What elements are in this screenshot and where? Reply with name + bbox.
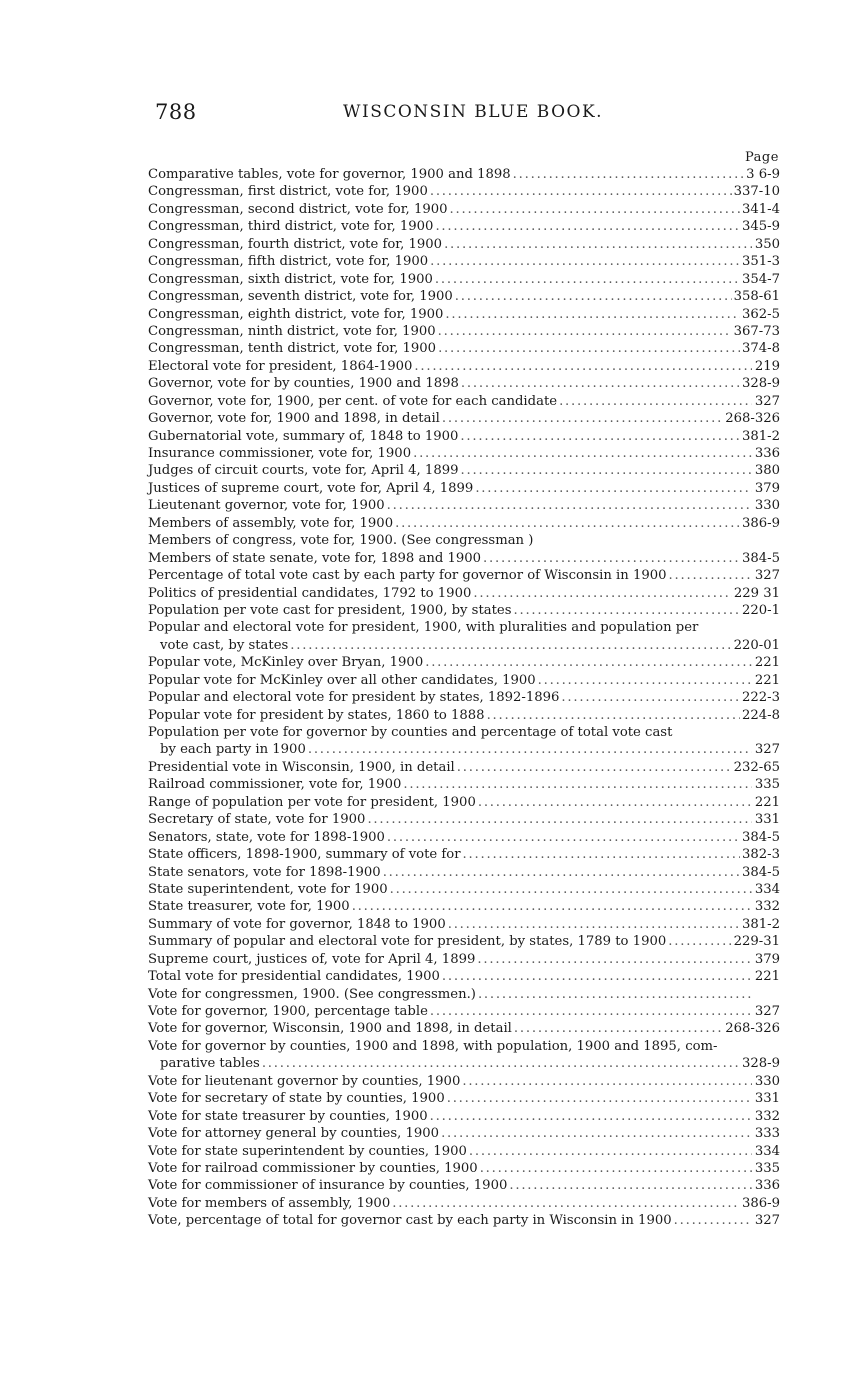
index-entry: [148, 1195, 780, 1212]
page-column-label: Page: [745, 150, 779, 165]
entry-page: 327: [754, 1213, 780, 1229]
entry-page: 358-61: [733, 289, 780, 305]
entry-title: Presidential vote in Wisconsin, 1900, in detail: [148, 759, 455, 775]
dot-leader: [455, 288, 732, 305]
entry-title: Electoral vote for president, 1864-1900: [148, 358, 413, 374]
entry-title: Popular and electoral vote for president by states, 1892-1896: [148, 690, 560, 706]
entry-page: 268-326: [725, 1021, 780, 1037]
entry-page: 327: [754, 568, 780, 584]
index-entry: [148, 497, 780, 514]
dot-leader: [463, 846, 740, 863]
index-entry: [148, 428, 780, 445]
dot-leader: [668, 933, 731, 950]
dot-leader: [480, 1160, 752, 1177]
dot-leader: [469, 1143, 752, 1160]
dot-leader: [262, 1055, 740, 1072]
index-entry: [148, 811, 780, 828]
index-entry: [148, 1038, 780, 1073]
index-entry: [148, 986, 780, 1003]
index-entry: [148, 1090, 780, 1107]
index-entry: [148, 323, 780, 340]
dot-leader: [425, 654, 752, 671]
dot-leader: [387, 497, 752, 514]
dot-leader: [538, 672, 752, 689]
entry-title: Congressman, fifth district, vote for, 1900: [148, 254, 429, 270]
entry-title: Congressman, third district, vote for, 1900: [148, 219, 434, 235]
entry-page: 330: [754, 1073, 780, 1089]
entry-title: Vote for commissioner of insurance by counties, 1900: [148, 1178, 508, 1194]
index-entry: [148, 166, 780, 183]
entry-title: Popular vote for McKinley over all other candidates, 1900: [148, 672, 536, 688]
dot-leader: [462, 1073, 752, 1090]
dot-leader: [448, 916, 740, 933]
entry-page: 332: [754, 899, 780, 915]
entry-page: 335: [754, 1160, 780, 1176]
dot-leader: [430, 253, 740, 270]
dot-leader: [447, 1090, 752, 1107]
entry-page: 337-10: [733, 184, 780, 200]
dot-leader: [414, 358, 752, 375]
entry-title: Governor, vote for by counties, 1900 and 1898: [148, 376, 459, 392]
entry-page: 386-9: [741, 1195, 780, 1211]
index-entry: [148, 567, 780, 584]
entry-title: Vote for members of assembly, 1900: [148, 1195, 391, 1211]
entry-page: 220-1: [741, 602, 780, 618]
index-entry: [148, 1003, 780, 1020]
dot-leader: [669, 567, 752, 584]
index-entry: [148, 794, 780, 811]
entry-title: Vote for governor by counties, 1900 and 1898, with population, 1900 and 1895, com-: [148, 1038, 718, 1054]
entry-title: Supreme court, justices of, vote for April 4, 1899: [148, 951, 476, 967]
entry-title: Percentage of total vote cast by each party for governor of Wisconsin in 1900: [148, 568, 667, 584]
entry-page: 334: [754, 1143, 780, 1159]
entry-title: Vote for lieutenant governor by counties, 1900: [148, 1073, 461, 1089]
entry-page: 379: [754, 480, 780, 496]
entry-title: Vote for railroad commissioner by counties, 1900: [148, 1160, 478, 1176]
dot-leader: [308, 741, 752, 758]
index-entry: [148, 253, 780, 270]
dot-leader: [435, 218, 740, 235]
index-entry: [148, 306, 780, 323]
dot-leader: [435, 271, 740, 288]
entry-title: Gubernatorial vote, summary of, 1848 to 1900: [148, 428, 459, 444]
index-entry: [148, 602, 780, 619]
entry-title: Congressman, ninth district, vote for, 1900: [148, 323, 436, 339]
entry-page: 382-3: [741, 847, 780, 863]
entry-title: Vote for state superintendent by counties, 1900: [148, 1143, 467, 1159]
index-entry: [148, 707, 780, 724]
entry-title: Vote for state treasurer by counties, 1900: [148, 1108, 428, 1124]
entry-title: vote cast, by states: [160, 637, 289, 653]
index-entry: [148, 480, 780, 497]
index-entry: [148, 462, 780, 479]
dot-leader: [475, 480, 752, 497]
index-entry: [148, 619, 780, 654]
entry-title: Population per vote cast for president, 1900, by states: [148, 602, 512, 618]
index-entry: [148, 829, 780, 846]
entry-title: Vote for governor, 1900, percentage table: [148, 1004, 428, 1019]
index-entry: [148, 393, 780, 410]
entry-page: 221: [754, 672, 780, 688]
entry-page: 229-31: [733, 934, 780, 950]
entry-title: Congressman, first district, vote for, 1900: [148, 184, 428, 200]
index-entry: [148, 881, 780, 898]
index-list: [148, 166, 780, 1230]
dot-leader: [477, 951, 752, 968]
dot-leader: [460, 428, 740, 445]
dot-leader: [352, 898, 752, 915]
entry-title: Total vote for presidential candidates, 1900: [148, 969, 440, 985]
entry-title: Vote for secretary of state by counties, 1900: [148, 1091, 445, 1107]
index-entry: [148, 724, 780, 759]
entry-page: 334: [754, 881, 780, 897]
entry-page: 336: [754, 446, 780, 461]
index-entry: [148, 1073, 780, 1090]
index-entry: [148, 532, 780, 549]
entry-title: parative tables: [160, 1056, 260, 1072]
entry-page: 224-8: [741, 707, 780, 723]
dot-leader: [390, 881, 752, 898]
entry-title: State treasurer, vote for, 1900: [148, 899, 350, 915]
entry-title: State officers, 1898-1900, summary of vote for: [148, 847, 461, 863]
index-entry: [148, 410, 780, 427]
entry-page: 362-5: [741, 306, 780, 322]
entry-page: 330: [754, 498, 780, 514]
dot-leader: [513, 602, 739, 619]
dot-leader: [430, 1003, 752, 1020]
dot-leader: [478, 794, 752, 811]
dot-leader: [559, 393, 752, 410]
entry-page: 232-65: [733, 759, 780, 775]
entry-page: 328-9: [741, 376, 780, 392]
index-entry: [148, 1160, 780, 1177]
dot-leader: [413, 445, 752, 462]
dot-leader: [561, 689, 740, 706]
entry-page: 331: [754, 812, 780, 828]
entry-title: Popular vote, McKinley over Bryan, 1900: [148, 655, 424, 671]
entry-page: 345-9: [741, 219, 780, 235]
entry-page: 331: [754, 1091, 780, 1107]
entry-title: Range of population per vote for president, 1900: [148, 794, 476, 810]
entry-title: Vote for attorney general by counties, 1900: [148, 1126, 440, 1142]
entry-page: 350: [754, 236, 780, 252]
entry-page: 222-3: [741, 690, 780, 706]
entry-title: Population per vote for governor by counties and percentage of total vote cast: [148, 725, 673, 740]
entry-title: State superintendent, vote for 1900: [148, 881, 388, 897]
dot-leader: [461, 462, 753, 479]
dot-leader: [457, 759, 732, 776]
index-entry: [148, 968, 780, 985]
entry-title: Vote, percentage of total for governor cast by each party in Wisconsin in 1900: [148, 1213, 672, 1229]
index-entry: [148, 846, 780, 863]
entry-title: Members of state senate, vote for, 1898 and 1900: [148, 550, 482, 566]
entry-title: Senators, state, vote for 1898-1900: [148, 829, 385, 845]
dot-leader: [438, 340, 740, 357]
index-entry: [148, 1108, 780, 1125]
entry-page: 229 31: [733, 585, 780, 601]
entry-title: Judges of circuit courts, vote for, April 4, 1899: [148, 463, 459, 479]
entry-title: Congressman, eighth district, vote for, 1900: [148, 306, 444, 322]
dot-leader: [473, 585, 731, 602]
entry-title: Politics of presidential candidates, 1792 to 1900: [148, 585, 472, 601]
entry-title: Congressman, sixth district, vote for, 1900: [148, 271, 433, 287]
entry-page: 341-4: [741, 201, 780, 217]
index-entry: [148, 1143, 780, 1160]
page-header: [155, 100, 780, 130]
entry-page: 332: [754, 1108, 780, 1124]
entry-page: 3 6-9: [746, 167, 780, 182]
index-entry: [148, 951, 780, 968]
entry-page: 335: [754, 777, 780, 793]
index-entry: [148, 1020, 780, 1037]
entry-page: 219: [754, 358, 780, 374]
entry-title: Justices of supreme court, vote for, April 4, 1899: [148, 480, 474, 496]
entry-title: Congressman, fourth district, vote for, 1900: [148, 236, 443, 252]
page-number: 788: [155, 100, 197, 124]
dot-leader: [438, 323, 732, 340]
entry-title: Congressman, seventh district, vote for, 1900: [148, 289, 453, 305]
dot-leader: [442, 968, 752, 985]
page-title: WISCONSIN BLUE BOOK.: [343, 102, 604, 122]
entry-page: 386-9: [741, 515, 780, 531]
entry-title: Railroad commissioner, vote for, 1900: [148, 777, 402, 793]
entry-page: 384-5: [741, 864, 780, 880]
entry-page: 384-5: [741, 550, 780, 566]
entry-title: Governor, vote for, 1900 and 1898, in detail: [148, 411, 440, 427]
index-entry: [148, 689, 780, 706]
entry-page: 374-8: [741, 341, 780, 357]
dot-leader: [387, 829, 740, 846]
entry-title: Vote for congressmen, 1900. (See congressmen.): [148, 986, 476, 1002]
dot-leader: [444, 236, 752, 253]
dot-leader: [367, 811, 752, 828]
dot-leader: [514, 1020, 723, 1037]
entry-page: 354-7: [741, 271, 780, 287]
entry-title: Governor, vote for, 1900, per cent. of vote for each candidate: [148, 393, 558, 409]
entry-page: 381-2: [741, 428, 780, 444]
index-entry: [148, 1125, 780, 1142]
dot-leader: [674, 1212, 752, 1229]
entry-page: 380: [754, 463, 780, 479]
dot-leader: [441, 1125, 752, 1142]
index-entry: [148, 375, 780, 392]
entry-title: by each party in 1900: [160, 742, 306, 758]
index-entry: [148, 1177, 780, 1194]
entry-title: Popular and electoral vote for president, 1900, with pluralities and population per: [148, 620, 699, 636]
entry-page: 221: [754, 655, 780, 671]
entry-page: 221: [754, 794, 780, 810]
index-entry: [148, 340, 780, 357]
entry-title: Lieutenant governor, vote for, 1900: [148, 498, 385, 514]
index-entry: [148, 358, 780, 375]
index-entry: [148, 898, 780, 915]
dot-leader: [442, 410, 723, 427]
index-entry: [148, 759, 780, 776]
entry-title: Congressman, second district, vote for, 1900: [148, 201, 448, 217]
dot-leader: [487, 707, 740, 724]
index-entry: [148, 654, 780, 671]
dot-leader: [478, 986, 752, 1003]
entry-page: 328-9: [741, 1056, 780, 1072]
dot-leader: [392, 1195, 740, 1212]
index-entry: [148, 218, 780, 235]
dot-leader: [461, 375, 740, 392]
entry-title: Insurance commissioner, vote for, 1900: [148, 446, 412, 461]
index-entry: [148, 201, 780, 218]
entry-page: 379: [754, 951, 780, 967]
index-entry: [148, 288, 780, 305]
index-entry: [148, 183, 780, 200]
dot-leader: [430, 183, 732, 200]
index-entry: [148, 864, 780, 881]
index-entry: [148, 585, 780, 602]
dot-leader: [450, 201, 740, 218]
entry-page: 384-5: [741, 829, 780, 845]
index-entry: [148, 271, 780, 288]
dot-leader: [509, 1177, 752, 1194]
entry-page: 381-2: [741, 916, 780, 932]
entry-page: 336: [754, 1178, 780, 1194]
entry-page: 221: [754, 969, 780, 985]
entry-title: Secretary of state, vote for 1900: [148, 812, 366, 828]
entry-page: 327: [754, 1004, 780, 1019]
entry-page: 220-01: [733, 637, 780, 653]
entry-title: Popular vote for president by states, 1860 to 1888: [148, 707, 485, 723]
entry-page: 367-73: [733, 323, 780, 339]
dot-leader: [383, 864, 740, 881]
index-entry: [148, 236, 780, 253]
entry-title: Members of assembly, vote for, 1900: [148, 515, 394, 531]
index-entry: [148, 776, 780, 793]
dot-leader: [483, 550, 740, 567]
entry-title: Vote for governor, Wisconsin, 1900 and 1898, in detail: [148, 1021, 512, 1037]
dot-leader: [403, 776, 752, 793]
entry-title: Summary of vote for governor, 1848 to 1900: [148, 916, 446, 932]
index-entry: [148, 1212, 780, 1229]
dot-leader: [513, 166, 745, 183]
index-entry: [148, 933, 780, 950]
entry-page: 327: [754, 393, 780, 409]
dot-leader: [445, 306, 740, 323]
index-entry: [148, 445, 780, 462]
entry-title: Congressman, tenth district, vote for, 1900: [148, 341, 437, 357]
index-entry: [148, 916, 780, 933]
entry-title: Members of congress, vote for, 1900. (See congressman ): [148, 533, 534, 549]
entry-page: 327: [754, 742, 780, 758]
entry-page: 333: [754, 1126, 780, 1142]
entry-title: State senators, vote for 1898-1900: [148, 864, 381, 880]
entry-page: 268-326: [725, 411, 780, 427]
index-entry: [148, 550, 780, 567]
dot-leader: [290, 637, 731, 654]
entry-title: Summary of popular and electoral vote for president, by states, 1789 to 1900: [148, 934, 667, 950]
index-entry: [148, 515, 780, 532]
dot-leader: [430, 1108, 752, 1125]
entry-title: Comparative tables, vote for governor, 1900 and 1898: [148, 167, 511, 182]
index-entry: [148, 672, 780, 689]
entry-page: 351-3: [741, 254, 780, 270]
dot-leader: [395, 515, 740, 532]
